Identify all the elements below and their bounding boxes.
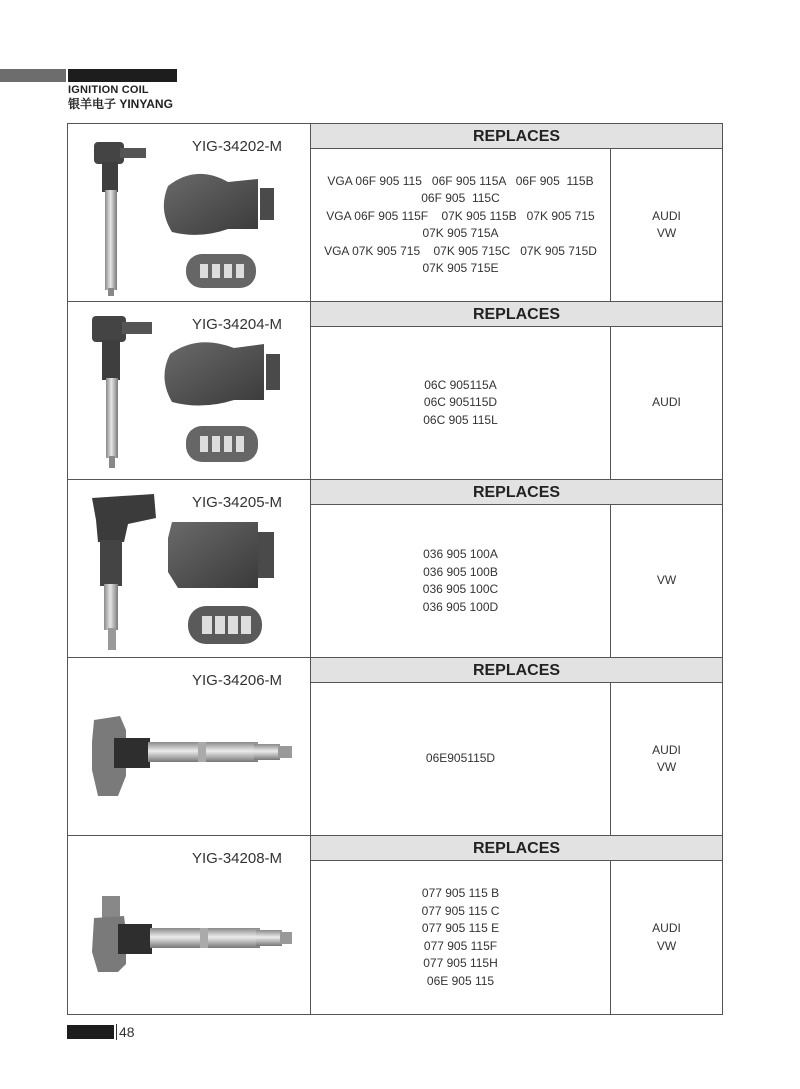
oem-code: 036 905 100C — [422, 582, 499, 596]
vehicle-makes-cell — [611, 149, 722, 301]
replaces-header: REPLACES — [311, 124, 722, 149]
oem-code: 06C 905 115L — [423, 412, 498, 427]
vehicle-make: VW — [656, 938, 677, 953]
oem-codes-cell — [311, 861, 611, 1014]
replaces-header: REPLACES — [311, 658, 722, 683]
footer-divider — [116, 1024, 117, 1040]
vehicle-makes-cell — [611, 327, 722, 479]
part-number: YIG-34206-M — [192, 672, 283, 689]
vehicle-makes-cell — [611, 505, 722, 657]
replaces-header: REPLACES — [311, 302, 722, 327]
product-image-cell — [68, 836, 311, 1014]
oem-code: 077 905 115 B — [421, 886, 500, 900]
vehicle-make: AUDI — [652, 921, 681, 935]
vehicle-make: VW — [656, 573, 677, 588]
oem-code: 036 905 100A — [423, 547, 498, 561]
header-title-bar — [68, 69, 177, 82]
brand-name: 银羊电子 YINYANG — [68, 97, 173, 111]
product-image-cell — [68, 658, 311, 835]
oem-code: 06E905115D — [425, 751, 496, 766]
vehicle-make: AUDI — [652, 742, 681, 757]
oem-codes-cell — [311, 327, 611, 479]
oem-code: VGA 07K 905 715 07K 905 715C 07K 905 715D — [324, 243, 597, 258]
oem-codes-cell — [311, 149, 611, 301]
oem-code: 07K 905 715A — [422, 226, 499, 240]
part-number: YIG-34202-M — [192, 138, 283, 155]
catalog-entry — [68, 658, 722, 836]
product-image-cell — [68, 302, 311, 479]
oem-code: 06C 905115A — [424, 377, 497, 392]
oem-codes-cell — [311, 683, 611, 835]
vehicle-make: VW — [656, 760, 677, 774]
oem-code: 077 905 115F — [423, 938, 498, 953]
replaces-header: REPLACES — [311, 480, 722, 505]
catalog-entry — [68, 302, 722, 480]
catalog-entry — [68, 124, 722, 302]
parts-catalog-table — [67, 123, 723, 1015]
oem-code: 07K 905 715E — [422, 261, 499, 275]
oem-code: 077 905 115 C — [421, 903, 500, 918]
oem-code: 06C 905115D — [423, 395, 498, 410]
page-number: 48 — [119, 1024, 135, 1040]
oem-code: 077 905 115H — [423, 956, 498, 970]
header-accent-bar — [0, 69, 66, 82]
catalog-entry — [68, 480, 722, 658]
section-title: IGNITION COIL — [68, 84, 149, 96]
oem-code: VGA 06F 905 115 06F 905 115A 06F 905 115B — [327, 173, 594, 188]
vehicle-makes-cell — [611, 861, 722, 1014]
vehicle-makes-cell — [611, 683, 722, 835]
oem-code: 036 905 100D — [422, 599, 499, 614]
oem-code: 06E 905 115 — [426, 973, 495, 988]
footer-bar — [67, 1025, 114, 1039]
oem-code: 036 905 100B — [423, 564, 498, 579]
oem-code: 077 905 115 E — [421, 921, 500, 935]
catalog-entry — [68, 836, 722, 1014]
part-number: YIG-34205-M — [192, 494, 283, 511]
oem-code: VGA 06F 905 115F 07K 905 115B 07K 905 715 — [326, 208, 595, 223]
product-image-cell — [68, 124, 311, 301]
part-number: YIG-34204-M — [192, 316, 283, 333]
vehicle-make: VW — [656, 226, 677, 240]
oem-codes-cell — [311, 505, 611, 657]
part-number: YIG-34208-M — [192, 850, 283, 867]
vehicle-make: AUDI — [652, 395, 681, 410]
oem-code: 06F 905 115C — [421, 191, 500, 205]
product-image-cell — [68, 480, 311, 657]
vehicle-make: AUDI — [652, 208, 681, 223]
replaces-header: REPLACES — [311, 836, 722, 861]
